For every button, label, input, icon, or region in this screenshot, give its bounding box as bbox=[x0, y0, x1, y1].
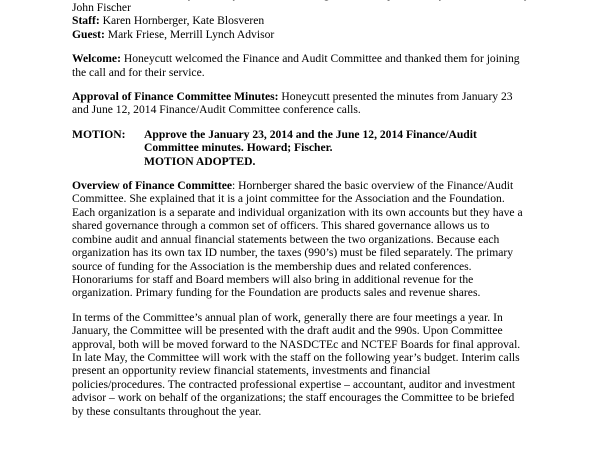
attendee-john: John Fischer bbox=[72, 1, 131, 14]
motion-result: MOTION ADOPTED. bbox=[144, 154, 256, 168]
paragraph-line: shared governance through a common set of officers. This shared governance allows us to bbox=[72, 219, 490, 233]
guest-names: Mark Friese, Merrill Lynch Advisor bbox=[107, 27, 275, 41]
paragraph-line: In terms of the Committee’s annual plan of work, generally there are four meetings a year. In bbox=[72, 310, 503, 324]
staff-line bbox=[72, 14, 542, 27]
overview-label: Overview of Finance Committee bbox=[72, 179, 233, 193]
paragraph-line: by these consultants throughout the year. bbox=[72, 404, 262, 418]
guest-label: Guest: bbox=[72, 27, 105, 41]
motion-block: MOTION: Approve the January 23, 2014 and the June 12, 2014 Finance/Audit Committee minutes. Howard; Fischer. MOTION ADOPTED. bbox=[72, 127, 477, 168]
paragraph-line: January, the Committee will be presented with the draft audit and the 990s. Upon Committee bbox=[72, 324, 503, 338]
paragraph-line: combine audit and annual financial statements between the two organizations. Because each bbox=[72, 232, 500, 246]
guest-line bbox=[72, 28, 542, 41]
staff-names: Karen Hornberger, Kate Blosveren bbox=[102, 14, 265, 28]
paragraph-line: advisor – work on behalf of the organizations; the staff encourages the Committee to be briefed bbox=[72, 391, 515, 405]
document-page bbox=[72, 0, 542, 418]
staff-label: Staff: bbox=[72, 14, 100, 28]
motion-label: MOTION: bbox=[72, 127, 126, 141]
paragraph-line: source of funding for the Association is the membership dues and related conferences. bbox=[72, 259, 472, 273]
paragraph-line: organization. Primary funding for the Foundation are products sales and revenue shares. bbox=[72, 286, 481, 300]
paragraph-line: organization has its own tax ID number, the taxes (990’s) must be filed separately. The primary bbox=[72, 246, 514, 260]
welcome-label: Welcome: bbox=[72, 52, 121, 66]
attendees-cut-line bbox=[72, 0, 542, 1]
paragraph-line: present an opportunity review financial statements, investments and financial bbox=[72, 364, 431, 378]
annual-plan-paragraph bbox=[72, 311, 542, 418]
paragraph-line: In late May, the Committee will work with the staff on the following year’s budget. Interim calls bbox=[72, 350, 520, 364]
welcome-paragraph: Welcome: Honeycutt welcomed the Finance and Audit Committee and thanked them for joining the call and for their service. bbox=[72, 52, 520, 79]
paragraph-line: Each organization is a separate and individual organization with its own accounts but they have a bbox=[72, 205, 523, 219]
paragraph-line: policies/procedures. The contracted professional expertise – accountant, auditor and investment bbox=[72, 377, 516, 391]
approval-label: Approval of Finance Committee Minutes: bbox=[72, 90, 279, 104]
paragraph-line: approval, both will be moved forward to the NASDCTEc and NCTEF Boards for final approval. bbox=[72, 337, 521, 351]
overview-paragraph: Overview of Finance Committee: Hornberger shared the basic overview of the Finance/Audit Committee. She explained that it is a joint committee for the Association and the Foundation. Each organization is a separate and individual organization with its own accounts but they have a shared governance through a common set of officers. This shared governance allows us to combine audit and annual financial statements between the two organizations. Because each organization has its own tax ID number, the taxes (990’s) must be filed separately. The primary source of funding for the Association is the membership dues and related conferences. Honorariums for staff and Board members will also bring in additional revenue for the organization. Primary funding for the Foundation are products sales and revenue shares. bbox=[72, 179, 542, 300]
paragraph-line: Committee. She explained that it is a joint committee for the Association and the Foundation. bbox=[72, 192, 505, 206]
approval-paragraph: Approval of Finance Committee Minutes: Honeycutt presented the minutes from January 23 and June 12, 2014 Finance/Audit Committee conference calls. bbox=[72, 90, 513, 117]
paragraph-line: Honorariums for staff and Board members will also bring in additional revenue for the bbox=[72, 272, 474, 286]
